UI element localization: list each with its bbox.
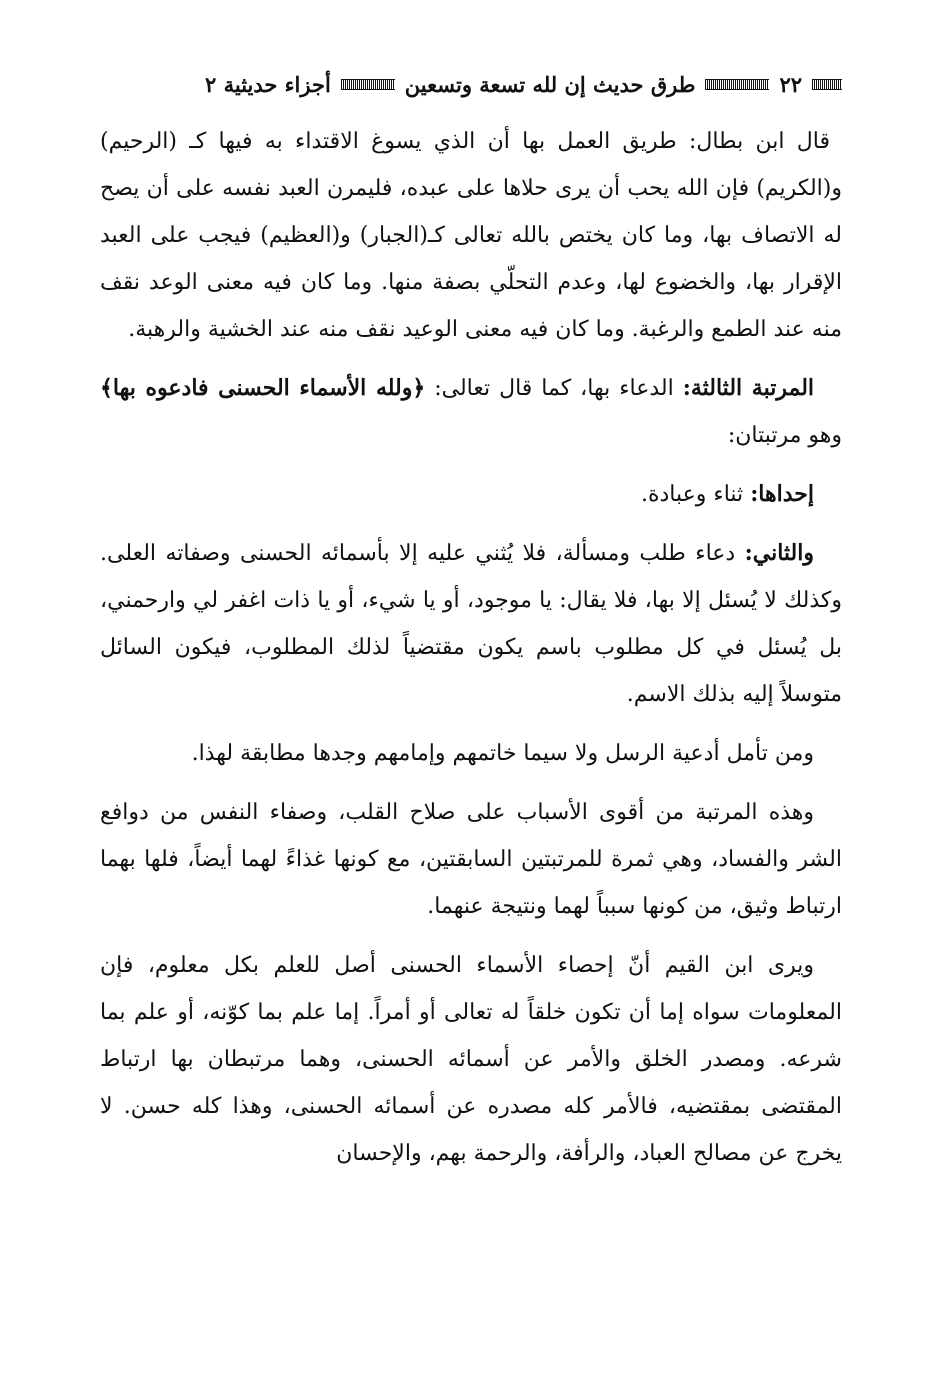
- quran-verse: ﴿ولله الأسماء الحسنى فادعوه بها﴾: [100, 375, 426, 401]
- paragraph-text: وهذه المرتبة من أقوى الأسباب على صلاح القلب، وصفاء النفس من دوافع الشر والفساد، وهي ثمرة للمرتبتين السابقتين، مع كونها غذاءً لهما أيضاً، فلها بهما ارتباط وثيق، من كونها سبباً لهما ونتيجة عنهما.: [100, 800, 842, 919]
- paragraph-text: ومن تأمل أدعية الرسل ولا سيما خاتمهم وإمامهم وجدها مطابقة لهذا.: [191, 741, 814, 766]
- paragraph-text: ويرى ابن القيم أنّ إحصاء الأسماء الحسنى أصل للعلم بكل معلوم، فإن المعلومات سواه إما أن تكون خلقاً له تعالى أو أمراً. إما علم بما كوّنه، أو علم بما شرعه. ومصدر الخلق والأمر عن أسمائه الحسنى، وهما مرتبطان بها ارتباط المقتضى بمقتضيه، فالأمر كله مصدره عن أسمائه الحسنى، وهذا كله حسن. لا يخرج عن مصالح العباد، والرأفة، والرحمة بهم، والإحسان: [100, 953, 842, 1166]
- paragraph-lead: المرتبة الثالثة:: [682, 375, 815, 401]
- header-ornament: [705, 79, 769, 90]
- paragraph-ibn-battal: [100, 118, 842, 353]
- paragraph-text: ثناء وعبادة.: [640, 482, 751, 507]
- page-number: ٢٢: [779, 71, 802, 97]
- series-title: أجزاء حديثية ٢: [205, 71, 331, 97]
- paragraph-rank-benefits: [100, 789, 842, 930]
- book-title: طرق حديث إن لله تسعة وتسعين: [404, 71, 696, 97]
- paragraph-second-kind: [100, 530, 842, 718]
- paragraph-lead: والثاني:: [744, 540, 814, 566]
- paragraph-lead: إحداها:: [750, 481, 814, 507]
- header-ornament: [341, 79, 395, 90]
- paragraph-ibn-al-qayyim: [100, 942, 842, 1177]
- book-page: [100, 62, 842, 1189]
- running-header: [100, 62, 842, 106]
- paragraph-third-rank: [100, 365, 842, 459]
- page-body: [100, 118, 842, 1177]
- paragraph-prophets-supplications: [100, 730, 842, 777]
- paragraph-text: الدعاء بها، كما قال تعالى:: [425, 376, 683, 401]
- paragraph-first-kind: [100, 471, 842, 518]
- paragraph-text-tail: وهو مرتبتان:: [727, 423, 842, 448]
- paragraph-text: قال ابن بطال: طريق العمل بها أن الذي يسوغ الاقتداء به فيها كـ (الرحيم) و(الكريم) فإن الله يحب أن يرى حلاها على عبده، فليمرن العبد نفسه على أن يصح له الاتصاف بها، وما كان يختص بالله تعالى كـ(الجبار) و(العظيم) فيجب على العبد الإقرار بها، والخضوع لها، وعدم التحلّي بصفة منها. وما كان فيه معنى الوعد نقف منه عند الطمع والرغبة. وما كان فيه معنى الوعيد نقف منه عند الخشية والرهبة.: [100, 129, 842, 342]
- header-ornament: [812, 79, 842, 90]
- paragraph-text: دعاء طلب ومسألة، فلا يُثني عليه إلا بأسمائه الحسنى وصفاته العلى. وكذلك لا يُسئل إلا بها، فلا يقال: يا موجود، أو يا شيء، أو يا ذات اغفر لي وارحمني، بل يُسئل في كل مطلوب باسم يكون مقتضياً لذلك المطلوب، فيكون السائل متوسلاً إليه بذلك الاسم.: [100, 541, 842, 707]
